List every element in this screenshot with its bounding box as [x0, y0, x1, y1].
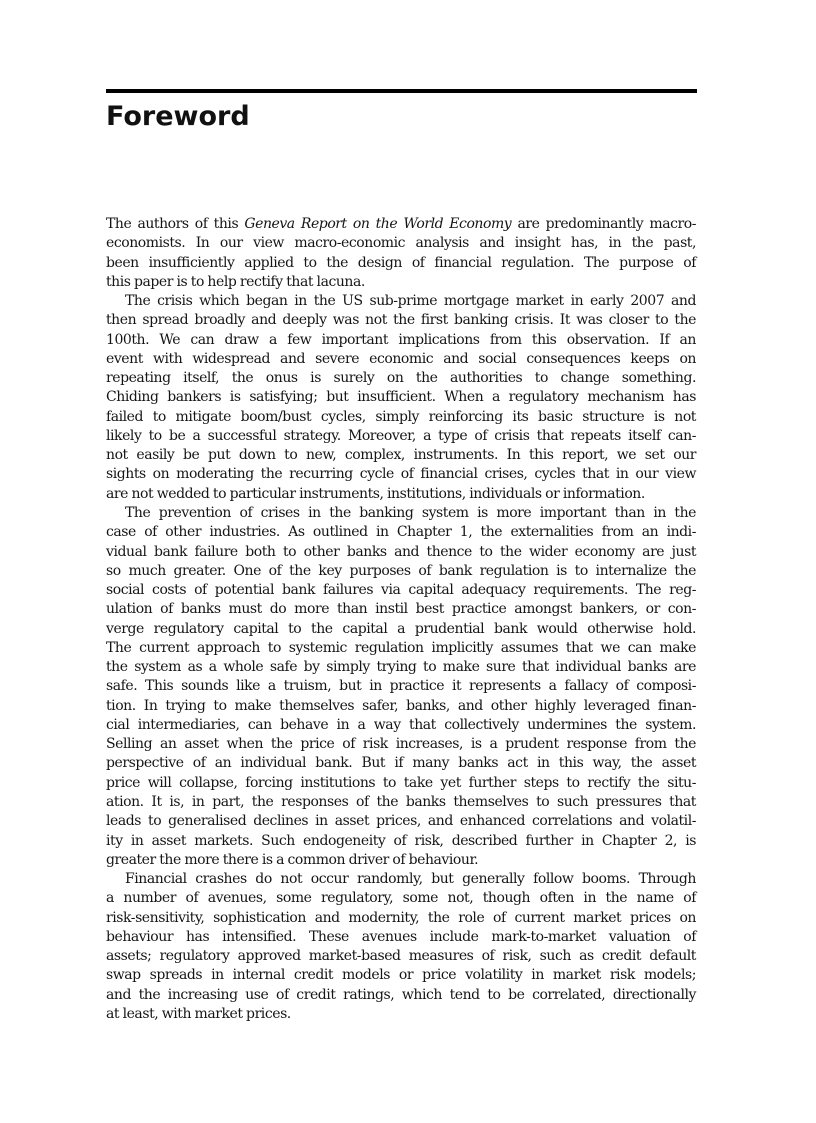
paragraph-2-line: are not wedded to particular instruments, institutions, individuals or information.: [106, 485, 645, 502]
paragraph-3-line: ity in asset markets. Such endogeneity of risk, described further in Chapter 2, is: [106, 832, 696, 849]
title-rule: [106, 89, 697, 93]
paragraph-2-line: likely to be a successful strategy. Moreover, a type of crisis that repeats itself can-: [106, 427, 696, 444]
paragraph-3-line: cial intermediaries, can behave in a way that collectively undermines the system.: [106, 716, 696, 733]
paragraph-2-line: Chiding bankers is satisfying; but insufficient. When a regulatory mechanism has: [106, 389, 696, 406]
paragraph-1-line: economists. In our view macro-economic analysis and insight has, in the past,: [106, 235, 696, 252]
paragraph-4-line: and the increasing use of credit ratings, which tend to be correlated, directionally: [106, 986, 696, 1003]
paragraph-2-line: failed to mitigate boom/bust cycles, simply reinforcing its basic structure is not: [106, 408, 696, 425]
paragraph-4-line: behaviour has intensified. These avenues include mark-to-market valuation of: [106, 928, 696, 945]
paragraph-3-line: leads to generalised declines in asset prices, and enhanced correlations and volatil-: [106, 813, 696, 830]
paragraph-3-line: vidual bank failure both to other banks and thence to the wider economy are just: [106, 543, 696, 560]
paragraph-3-line: Selling an asset when the price of risk increases, is a prudent response from the: [106, 736, 696, 753]
paragraph-4-line: a number of avenues, some regulatory, some not, though often in the name of: [106, 890, 696, 907]
paragraph-1-line: been insufficiently applied to the design of financial regulation. The purpose of: [106, 254, 696, 271]
paragraph-3-line: safe. This sounds like a truism, but in practice it represents a fallacy of composi-: [106, 678, 696, 695]
paragraph-3-line: ulation of banks must do more than instil best practice amongst bankers, or con-: [106, 601, 696, 618]
paragraph-3-line: case of other industries. As outlined in Chapter 1, the externalities from an indi-: [106, 524, 696, 541]
paragraph-3-line: the system as a whole safe by simply trying to make sure that individual banks are: [106, 659, 696, 676]
paragraph-4-line: swap spreads in internal credit models or price volatility in market risk models;: [106, 967, 696, 984]
paragraph-3-line: perspective of an individual bank. But if many banks act in this way, the asset: [106, 755, 696, 772]
body-text: [106, 215, 696, 1024]
paragraph-3-line: price will collapse, forcing institutions to take yet further steps to rectify the situ-: [106, 774, 696, 791]
paragraph-1-line: this paper is to help rectify that lacuna.: [106, 273, 365, 290]
paragraph-2-line: then spread broadly and deeply was not the first banking crisis. It was closer to the: [106, 312, 696, 329]
paragraph-4-line: Financial crashes do not occur randomly, but generally follow booms. Through: [125, 871, 696, 888]
paragraph-3-line: social costs of potential bank failures via capital adequacy requirements. The reg-: [106, 582, 696, 599]
paragraph-3-line: greater the more there is a common driver of behaviour.: [106, 851, 479, 868]
paragraph-4-line: risk-sensitivity, sophistication and modernity, the role of current market prices on: [106, 909, 696, 926]
paragraph-3-line: The current approach to systemic regulation implicitly assumes that we can make: [106, 639, 696, 656]
paragraph-3-line: so much greater. One of the key purposes of bank regulation is to internalize the: [106, 562, 696, 579]
paragraph-3-line: The prevention of crises in the banking system is more important than in the: [125, 504, 696, 521]
page-title: Foreword: [106, 101, 250, 132]
paragraph-2-line: The crisis which began in the US sub-prime mortgage market in early 2007 and: [125, 293, 696, 310]
paragraph-1-line: [106, 215, 696, 234]
paragraph-4-line: assets; regulatory approved market-based measures of risk, such as credit default: [106, 948, 696, 965]
paragraph-3-line: tion. In trying to make themselves safer, banks, and other highly leveraged finan-: [106, 697, 696, 714]
paragraph-2-line: sights on moderating the recurring cycle of financial crises, cycles that in our view: [106, 466, 696, 483]
paragraph-3-line: verge regulatory capital to the capital a prudential bank would otherwise hold.: [106, 620, 696, 637]
line-text: are predominantly macro-: [511, 216, 697, 232]
paragraph-2-line: 100th. We can draw a few important implications from this observation. If an: [106, 331, 696, 348]
paragraph-4-line: at least, with market prices.: [106, 1005, 291, 1022]
line-text: The authors of this: [106, 216, 245, 232]
paragraph-3-line: ation. It is, in part, the responses of the banks themselves to such pressures that: [106, 793, 696, 810]
paragraph-2-line: not easily be put down to new, complex, instruments. In this report, we set our: [106, 447, 696, 464]
report-title-italic: Geneva Report on the World Economy: [244, 216, 512, 232]
paragraph-2-line: repeating itself, the onus is surely on the authorities to change something.: [106, 370, 696, 387]
paragraph-2-line: event with widespread and severe economic and social consequences keeps on: [106, 350, 696, 367]
